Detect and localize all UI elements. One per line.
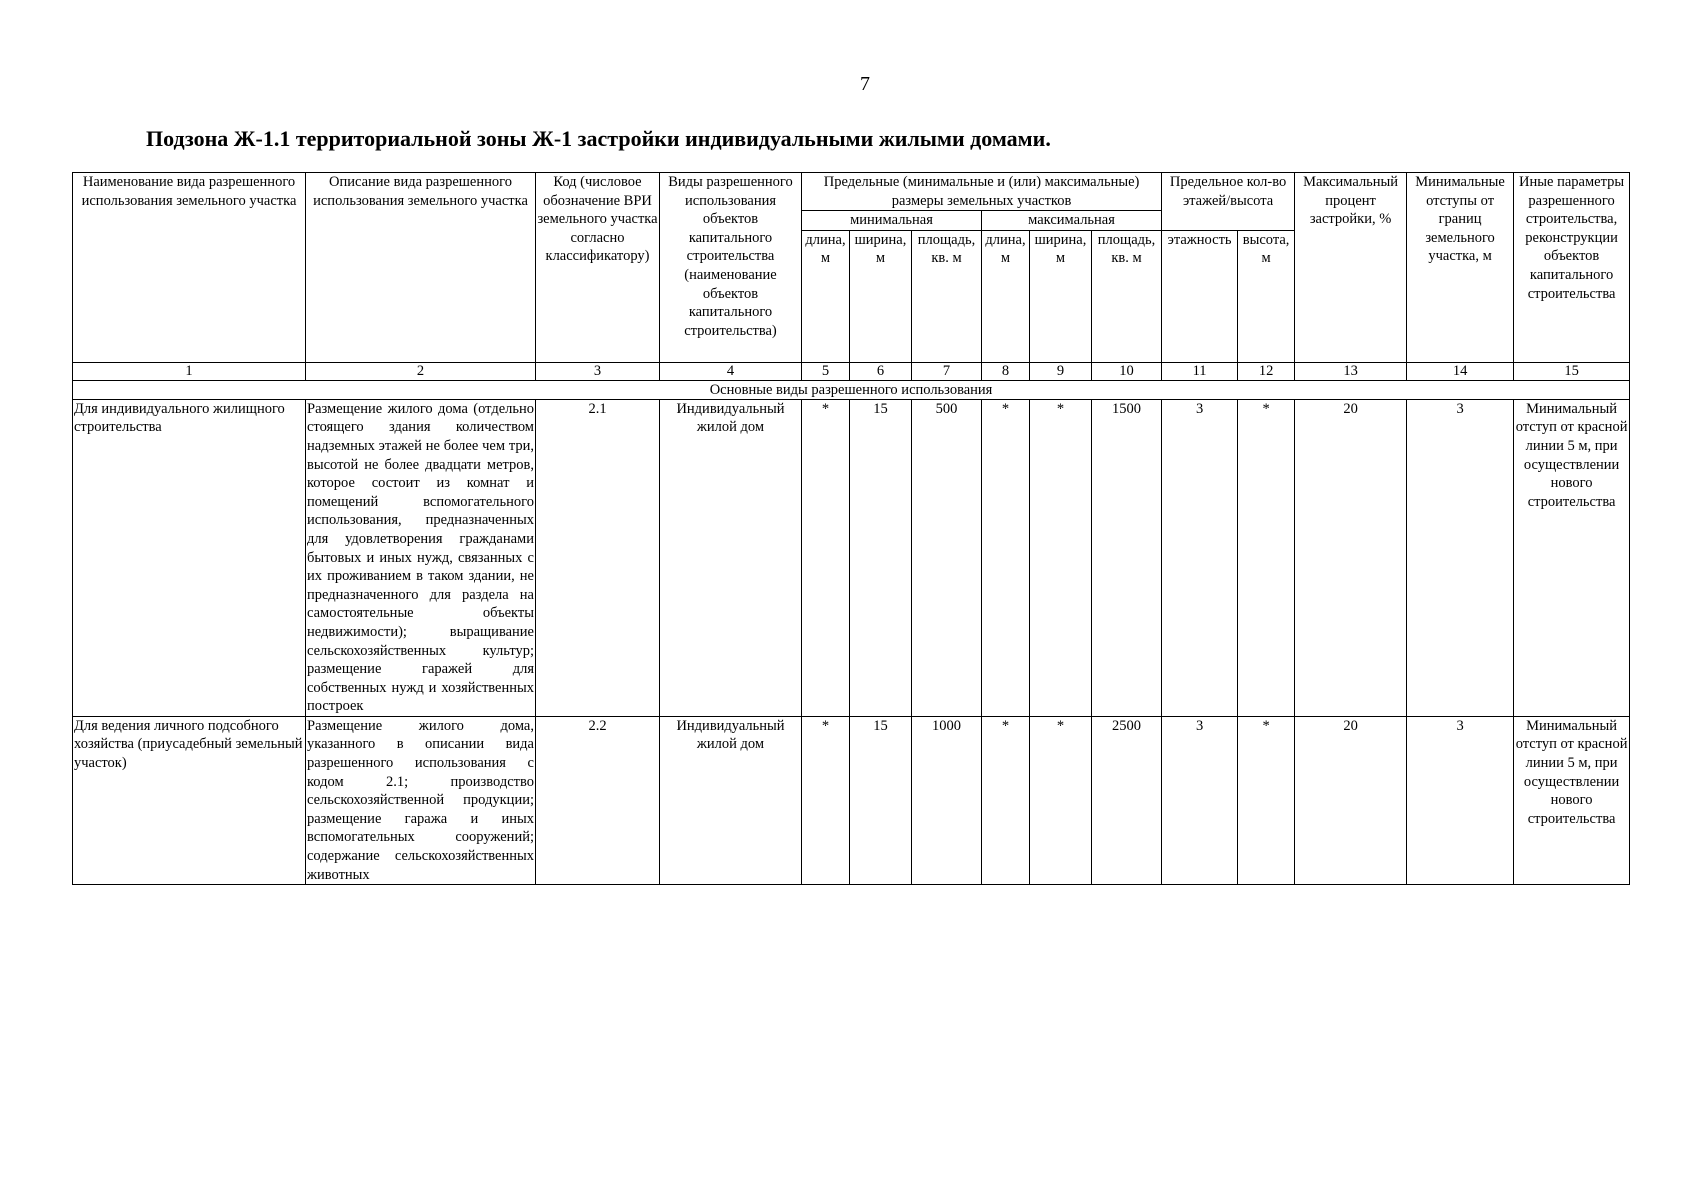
min-setback: 3	[1407, 399, 1514, 716]
use-name: Для ведения личного подсобного хозяйства (приусадебный земельный участок)	[73, 716, 306, 884]
header-name: Наименование вида разрешенного использования земельного участка	[73, 173, 306, 363]
min-area: 500	[912, 399, 982, 716]
min-length: *	[802, 399, 850, 716]
table-row	[73, 399, 1630, 716]
header-floors: этажность	[1162, 230, 1238, 362]
column-number: 12	[1238, 362, 1295, 380]
header-min-setbacks: Минимальные отступы от границ земельного участка, м	[1407, 173, 1514, 363]
header-min-width: ширина, м	[850, 230, 912, 362]
use-code: 2.2	[536, 716, 660, 884]
section-title: Основные виды разрешенного использования	[73, 380, 1630, 399]
object-type: Индивидуальный жилой дом	[660, 716, 802, 884]
column-number-row	[73, 362, 1630, 380]
column-number: 6	[850, 362, 912, 380]
min-setback: 3	[1407, 716, 1514, 884]
header-object-types: Виды разрешенного использования объектов капитального строительства (наименование объектов капитального строительства)	[660, 173, 802, 363]
min-width: 15	[850, 716, 912, 884]
page-title: Подзона Ж-1.1 территориальной зоны Ж-1 застройки индивидуальными жилыми домами.	[146, 126, 1051, 151]
header-height: высота, м	[1238, 230, 1295, 362]
max-area: 1500	[1092, 399, 1162, 716]
max-width: *	[1030, 716, 1092, 884]
header-max-group: максимальная	[982, 211, 1162, 231]
column-number: 2	[306, 362, 536, 380]
header-min-length: длина, м	[802, 230, 850, 362]
min-length: *	[802, 716, 850, 884]
table-row	[73, 716, 1630, 884]
section-row	[73, 380, 1630, 399]
header-description: Описание вида разрешенного использования земельного участка	[306, 173, 536, 363]
max-length: *	[982, 399, 1030, 716]
header-code: Код (числовое обозначение ВРИ земельного участка согласно классификатору)	[536, 173, 660, 363]
height: *	[1238, 716, 1295, 884]
column-number: 13	[1295, 362, 1407, 380]
column-number: 7	[912, 362, 982, 380]
min-width: 15	[850, 399, 912, 716]
header-other-params: Иные параметры разрешенного строительства, реконструкции объектов капитального строительства	[1514, 173, 1630, 363]
max-length: *	[982, 716, 1030, 884]
regulations-table	[72, 172, 1630, 885]
floors: 3	[1162, 716, 1238, 884]
column-number: 8	[982, 362, 1030, 380]
header-max-percent: Максимальный процент застройки, %	[1295, 173, 1407, 363]
use-code: 2.1	[536, 399, 660, 716]
column-number: 10	[1092, 362, 1162, 380]
header-max-width: ширина, м	[1030, 230, 1092, 362]
floors: 3	[1162, 399, 1238, 716]
use-description: Размещение жилого дома, указанного в описании вида разрешенного использования с кодом 2.1; производство сельскохозяйственной продукции; размещение гаража и иных вспомогательных сооружений; содержание сельскохозяйственных животных	[306, 716, 536, 884]
header-row-top	[73, 173, 1630, 211]
column-number: 1	[73, 362, 306, 380]
column-number: 14	[1407, 362, 1514, 380]
max-percent: 20	[1295, 399, 1407, 716]
header-max-area: площадь, кв. м	[1092, 230, 1162, 362]
header-floors-group: Предельное кол-во этажей/высота	[1162, 173, 1295, 231]
header-min-group: минимальная	[802, 211, 982, 231]
column-number: 9	[1030, 362, 1092, 380]
column-number: 5	[802, 362, 850, 380]
column-number: 3	[536, 362, 660, 380]
other-params: Минимальный отступ от красной линии 5 м, при осуществлении нового строительства	[1514, 716, 1630, 884]
max-width: *	[1030, 399, 1092, 716]
height: *	[1238, 399, 1295, 716]
header-max-length: длина, м	[982, 230, 1030, 362]
column-number: 15	[1514, 362, 1630, 380]
use-name: Для индивидуального жилищного строительства	[73, 399, 306, 716]
max-area: 2500	[1092, 716, 1162, 884]
max-percent: 20	[1295, 716, 1407, 884]
column-number: 4	[660, 362, 802, 380]
header-min-area: площадь, кв. м	[912, 230, 982, 362]
min-area: 1000	[912, 716, 982, 884]
column-number: 11	[1162, 362, 1238, 380]
object-type: Индивидуальный жилой дом	[660, 399, 802, 716]
other-params: Минимальный отступ от красной линии 5 м, при осуществлении нового строительства	[1514, 399, 1630, 716]
page-number: 7	[860, 73, 870, 95]
use-description: Размещение жилого дома (отдельно стоящего здания количеством надземных этажей не более чем три, высотой не более двадцати метров, которое состоит из комнат и помещений вспомогательного использования, предназначенных для удовлетворения гражданами бытовых и иных нужд, связанных с их проживанием в таком здании, не предназначенного для раздела на самостоятельные объекты недвижимости); выращивание сельскохозяйственных культур; размещение гаражей для собственных нужд и хозяйственных построек	[306, 399, 536, 716]
header-limits-group: Предельные (минимальные и (или) максимальные) размеры земельных участков	[802, 173, 1162, 211]
